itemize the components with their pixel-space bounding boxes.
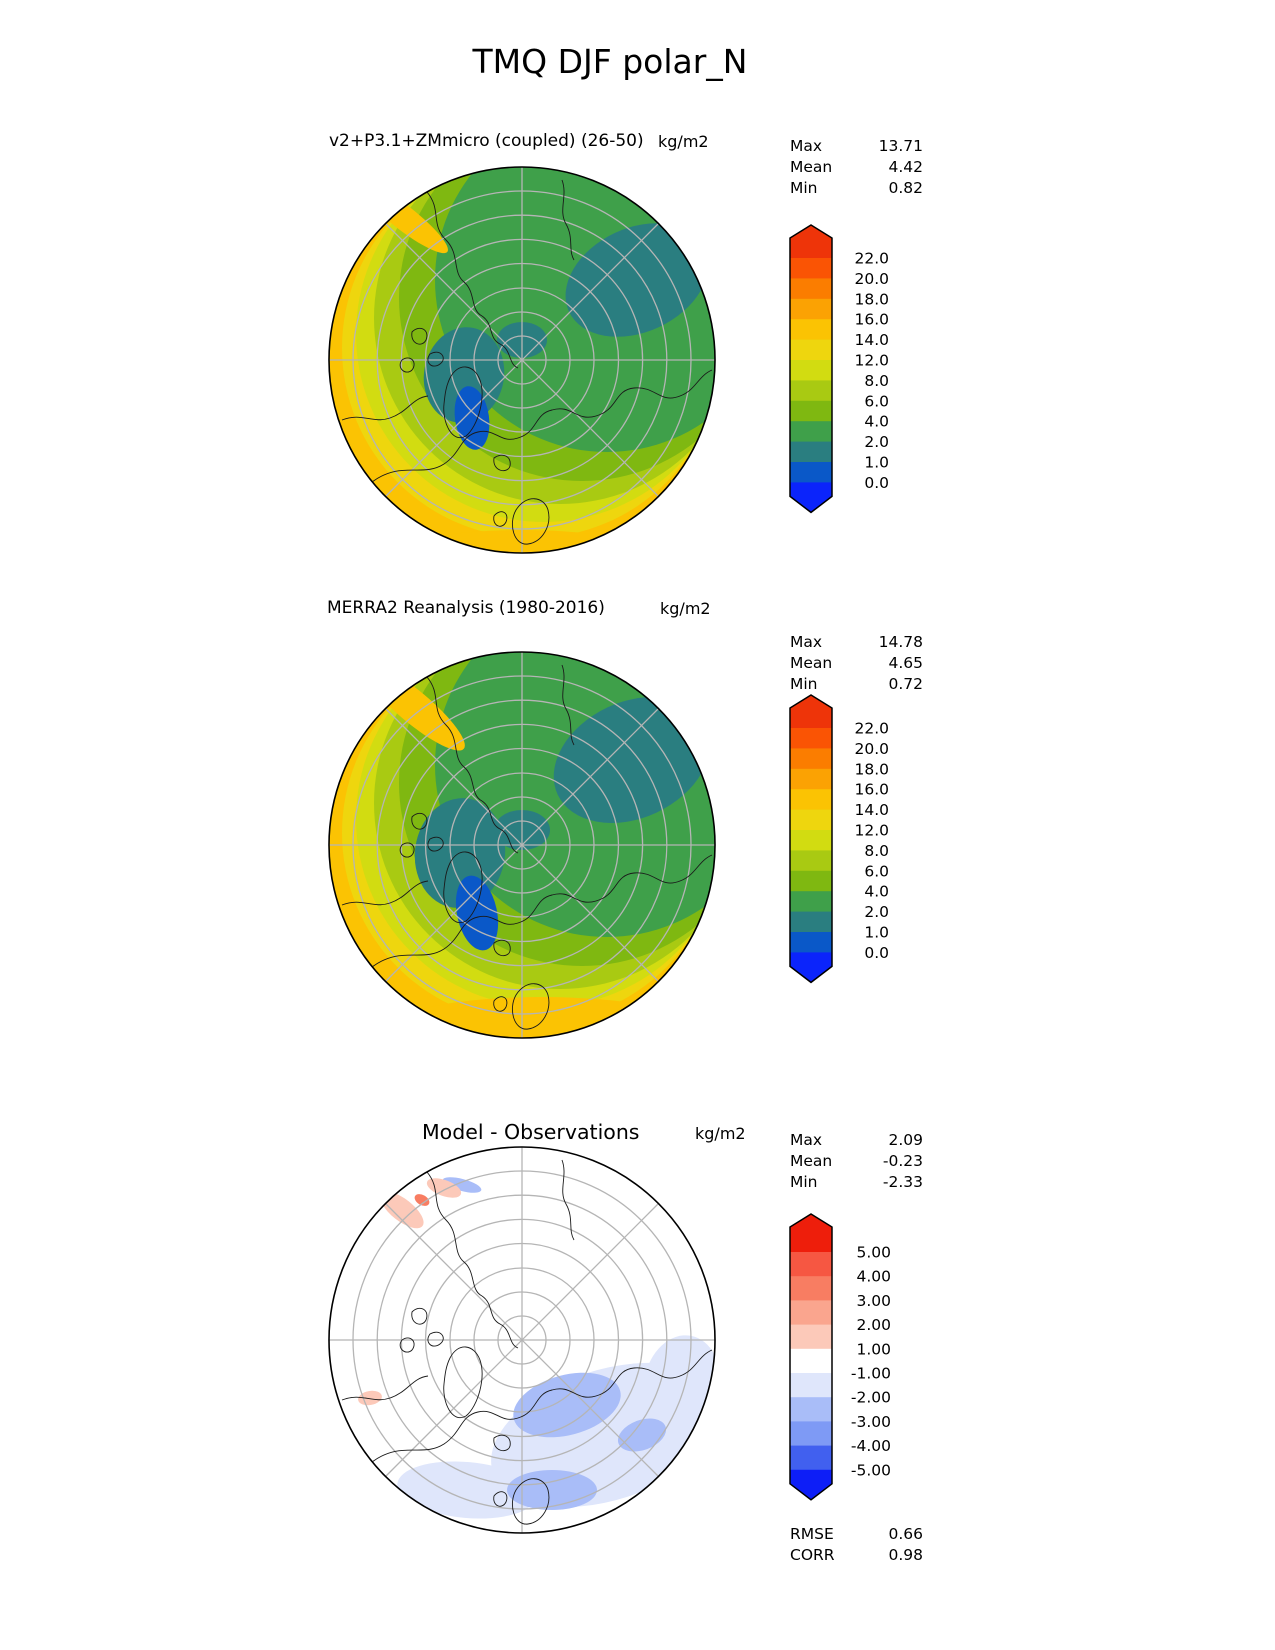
colorbar-extend-min (790, 1470, 832, 1500)
stat-label: Mean (790, 158, 833, 176)
colorbar-extend-min (790, 482, 832, 512)
colorbar-band (790, 1373, 832, 1398)
colorbar-tick-label: 0.0 (864, 943, 889, 962)
panel1-colorbar (790, 224, 902, 515)
colorbar-band (790, 340, 832, 361)
colorbar-band (790, 1276, 832, 1301)
colorbar-band (790, 1446, 832, 1471)
colorbar-band (790, 830, 832, 851)
stat-label: Max (790, 137, 823, 155)
colorbar-tick-label: 22.0 (854, 249, 889, 268)
colorbar-tick-label: 12.0 (854, 821, 889, 840)
stat-label: Mean (790, 654, 833, 672)
panel2-polar-map (329, 652, 715, 1038)
colorbar-extend-min (790, 952, 832, 982)
panel3-units: kg/m2 (695, 1124, 746, 1143)
colorbar-band (790, 421, 832, 442)
colorbar-band (790, 769, 832, 790)
colorbar-band (790, 891, 832, 912)
colorbar-tick-label: 6.0 (864, 392, 889, 411)
stat-value: -2.33 (882, 1173, 923, 1191)
colorbar-tick-label: 5.00 (856, 1243, 891, 1262)
colorbar-tick-label: 1.00 (856, 1340, 891, 1359)
colorbar-tick-label: -2.00 (850, 1388, 891, 1407)
stat-value: -0.23 (882, 1152, 923, 1170)
colorbar-band (790, 748, 832, 769)
colorbar-band (790, 278, 832, 299)
panel3-stats-block (790, 1130, 923, 1193)
panel3-polar-map (329, 1147, 715, 1533)
colorbar-tick-label: 18.0 (854, 760, 889, 779)
colorbar-tick-label: 0.0 (864, 473, 889, 492)
stat-value: 14.78 (878, 633, 923, 651)
colorbar-tick-label: 16.0 (854, 780, 889, 799)
colorbar-band (790, 1325, 832, 1350)
panel3-metrics-block (790, 1524, 923, 1566)
colorbar-band (790, 810, 832, 831)
panel3-colorbar (790, 1213, 902, 1502)
colorbar-tick-label: 6.0 (864, 862, 889, 881)
colorbar-band (790, 850, 832, 871)
panel2-colorbar (790, 694, 902, 985)
metric-value: 0.66 (888, 1525, 923, 1543)
panel1-units: kg/m2 (658, 132, 709, 151)
colorbar-band (790, 1421, 832, 1446)
colorbar-extend-max (790, 695, 832, 728)
colorbar-tick-label: 12.0 (854, 351, 889, 370)
colorbar-band (790, 1300, 832, 1325)
colorbar-tick-label: 4.0 (864, 882, 889, 901)
stat-value: 0.82 (888, 179, 923, 197)
metric-label: CORR (790, 1546, 835, 1564)
colorbar-tick-label: 1.0 (864, 923, 889, 942)
colorbar-extend-max (790, 1214, 832, 1252)
panel2-stats-block (790, 632, 923, 695)
colorbar-band (790, 1252, 832, 1277)
panel1-title: v2+P3.1+ZMmicro (coupled) (26-50) (329, 131, 644, 151)
stat-value: 2.09 (888, 1131, 923, 1149)
colorbar-tick-label: -3.00 (850, 1412, 891, 1431)
colorbar-band (790, 1397, 832, 1422)
colorbar-band (790, 1349, 832, 1374)
panel1-stats-block (790, 136, 923, 199)
colorbar-band (790, 789, 832, 810)
colorbar-band (790, 319, 832, 340)
colorbar-tick-label: 2.0 (864, 433, 889, 452)
colorbar-tick-label: 2.00 (856, 1316, 891, 1335)
stat-value: 0.72 (888, 675, 923, 693)
colorbar-extend-max (790, 225, 832, 258)
stat-label: Mean (790, 1152, 833, 1170)
colorbar-band (790, 912, 832, 933)
colorbar-tick-label: 14.0 (854, 331, 889, 350)
colorbar-tick-label: 8.0 (864, 371, 889, 390)
panel2-units: kg/m2 (660, 599, 711, 618)
stat-label: Max (790, 1131, 823, 1149)
colorbar-band (790, 871, 832, 892)
stat-value: 4.65 (888, 654, 923, 672)
colorbar-tick-label: 3.00 (856, 1291, 891, 1310)
colorbar-tick-label: 4.00 (856, 1267, 891, 1286)
panel3-title: Model - Observations (422, 1120, 640, 1144)
colorbar-band (790, 462, 832, 483)
colorbar-tick-label: 1.0 (864, 453, 889, 472)
colorbar-tick-label: 2.0 (864, 903, 889, 922)
colorbar-tick-label: 20.0 (854, 269, 889, 288)
stat-value: 4.42 (888, 158, 923, 176)
colorbar-band (790, 728, 832, 749)
colorbar-band (790, 360, 832, 381)
stat-label: Max (790, 633, 823, 651)
metric-value: 0.98 (888, 1546, 923, 1564)
colorbar-tick-label: -5.00 (850, 1461, 891, 1480)
colorbar-band (790, 299, 832, 320)
panel2-title: MERRA2 Reanalysis (1980-2016) (327, 598, 605, 618)
colorbar-band (790, 401, 832, 422)
stat-label: Min (790, 1173, 818, 1191)
stat-label: Min (790, 179, 818, 197)
colorbar-tick-label: 14.0 (854, 801, 889, 820)
colorbar-band (790, 442, 832, 463)
colorbar-tick-label: -4.00 (850, 1437, 891, 1456)
colorbar-tick-label: 22.0 (854, 719, 889, 738)
stat-value: 13.71 (878, 137, 923, 155)
metric-label: RMSE (790, 1525, 834, 1543)
colorbar-tick-label: 18.0 (854, 290, 889, 309)
colorbar-tick-label: 8.0 (864, 841, 889, 860)
panel1-polar-map (329, 167, 715, 553)
colorbar-band (790, 258, 832, 279)
colorbar-tick-label: -1.00 (850, 1364, 891, 1383)
colorbar-band (790, 932, 832, 953)
stat-label: Min (790, 675, 818, 693)
colorbar-band (790, 380, 832, 401)
colorbar-tick-label: 16.0 (854, 310, 889, 329)
figure-title: TMQ DJF polar_N (472, 42, 748, 81)
colorbar-tick-label: 20.0 (854, 739, 889, 758)
colorbar-tick-label: 4.0 (864, 412, 889, 431)
